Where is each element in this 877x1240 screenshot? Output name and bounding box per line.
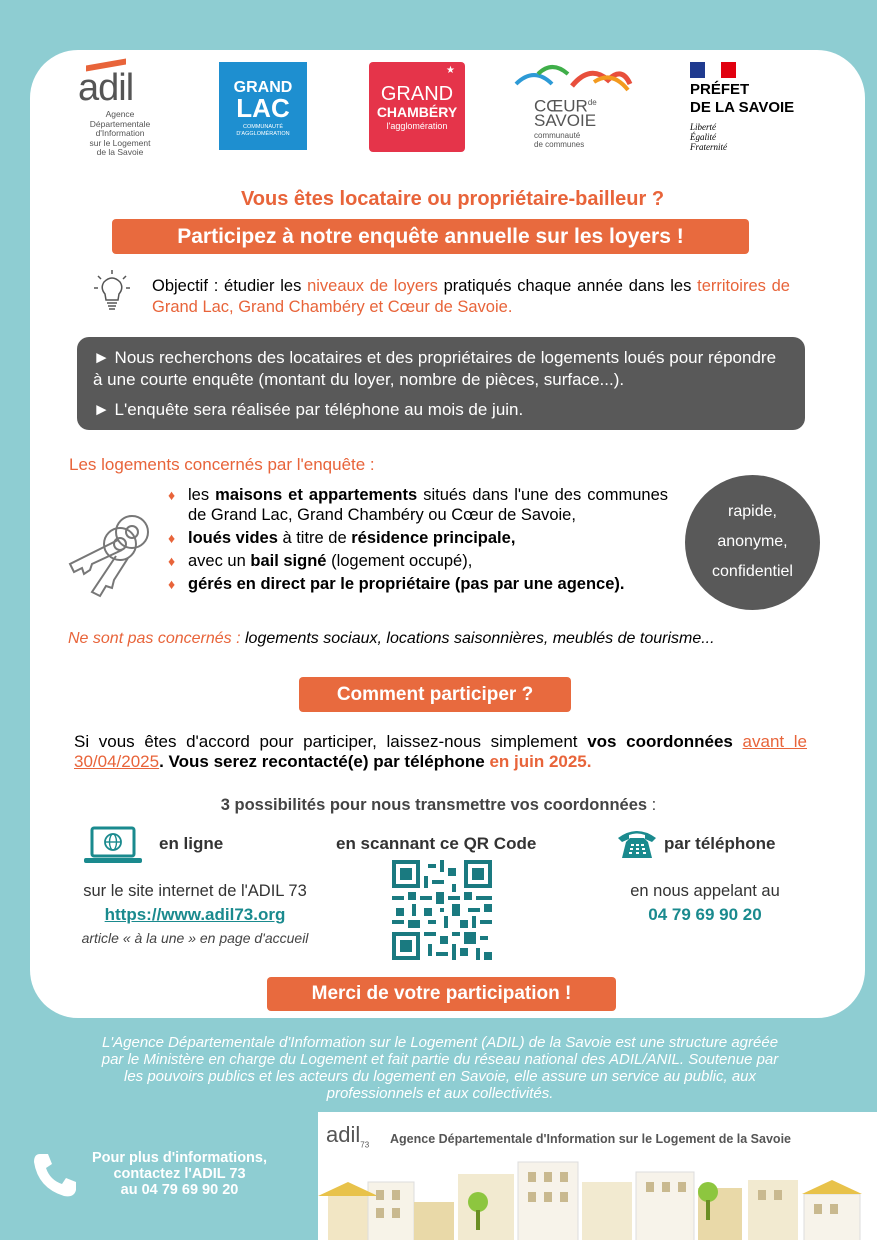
list-item: ♦ gérés en direct par le propriétaire (pas par une agence).	[168, 575, 625, 593]
how-to-text: Si vous êtes d'accord pour participer, laissez-nous simplement vos coordonnées avant le 30/04/2025. Vous serez recontacté(e) par téléphone en juin 2025.	[74, 732, 807, 771]
how-to-title: Comment participer ?	[299, 677, 571, 712]
coeur-de-savoie-logo: $CŒUR^{de}$ SAVOIE communauté de communes	[512, 60, 634, 154]
online-column: sur le site internet de l'ADIL 73 https://www.adil73.org article « à la une » en page d'accueil	[40, 882, 350, 946]
marianne-flag-icon	[690, 62, 736, 78]
qr-code[interactable]	[392, 860, 492, 960]
phone-number[interactable]: 04 79 69 90 20	[648, 905, 762, 924]
grand-lac-logo: GRAND LAC COMMUNAUTÉ D'AGGLOMÉRATION	[219, 62, 307, 150]
not-concerned: Ne sont pas concernés : logements sociaux, locations saisonnières, meublés de tourisme...	[68, 630, 715, 647]
headline: Vous êtes locataire ou propriétaire-bailleur ?	[240, 188, 665, 210]
concerned-title: Les logements concernés par l'enquête :	[69, 455, 375, 474]
phone-icon	[616, 826, 658, 862]
keys-icon	[62, 500, 162, 600]
thanks-banner: Merci de votre participation !	[267, 977, 616, 1011]
phone-column: en nous appelant au 04 79 69 90 20	[590, 882, 820, 925]
objective-text: Objectif : étudier les niveaux de loyers pratiqués chaque année dans les territoires de Grand Lac, Grand Chambéry et Cœur de Savoie.	[152, 277, 790, 316]
info-box: ► Nous recherchons des locataires et des propriétaires de logements loués pour répondre à une courte enquête (montant du loyer, nombre de pièces, surface...). ► L'enquête sera réalisée par téléphone au mois de juin.	[77, 337, 805, 430]
phone-title: par téléphone	[664, 834, 776, 853]
contact-info: Pour plus d'informations, contactez l'ADIL 73 au 04 79 69 90 20	[91, 1150, 268, 1198]
three-ways-title: 3 possibilités pour nous transmettre vos coordonnées :	[220, 796, 657, 814]
adil-footer-banner: adil$_{73}$ Agence Départementale d'Information sur le Logement de la Savoie	[318, 1112, 877, 1240]
hills-icon	[512, 60, 634, 94]
qr-title: en scannant ce QR Code	[336, 834, 537, 853]
list-item: ♦ les maisons et appartements situés dans l'une des communes de Grand Lac, Grand Chambéry ou Cœur de Savoie,	[168, 486, 668, 524]
concerned-list	[168, 485, 668, 597]
online-title: en ligne	[159, 834, 224, 853]
features-badge: rapide, anonyme, confidentiel	[685, 475, 820, 610]
city-buildings-illustration	[318, 1152, 877, 1240]
laptop-icon	[84, 826, 142, 866]
website-link[interactable]: https://www.adil73.org	[104, 905, 286, 924]
adil-description: L'Agence Départementale d'Information sur le Logement (ADIL) de la Savoie est une structure agréée par le Ministère en charge du Logement et fait partie du réseau national des ADIL/ANIL. Soutenue par les pouvoirs publics et les acteurs du logement en Savoie, elle assure un service au public, aux professionnels et aux collectivités.	[101, 1034, 779, 1102]
lightbulb-icon	[92, 268, 132, 316]
list-item: ♦ avec un bail signé (logement occupé),	[168, 552, 473, 570]
adil-logo: adil Agence Départementale d'Information sur le Logement de la Savoie	[78, 62, 166, 152]
prefet-savoie-logo: PRÉFET DE LA SAVOIE Liberté Égalité Fraternité	[690, 62, 810, 154]
survey-banner: Participez à notre enquête annuelle sur les loyers !	[112, 219, 749, 254]
list-item: ♦ loués vides à titre de résidence principale,	[168, 529, 516, 547]
grand-chambery-logo: ★ GRAND CHAMBÉRY l'agglomération	[369, 62, 465, 152]
